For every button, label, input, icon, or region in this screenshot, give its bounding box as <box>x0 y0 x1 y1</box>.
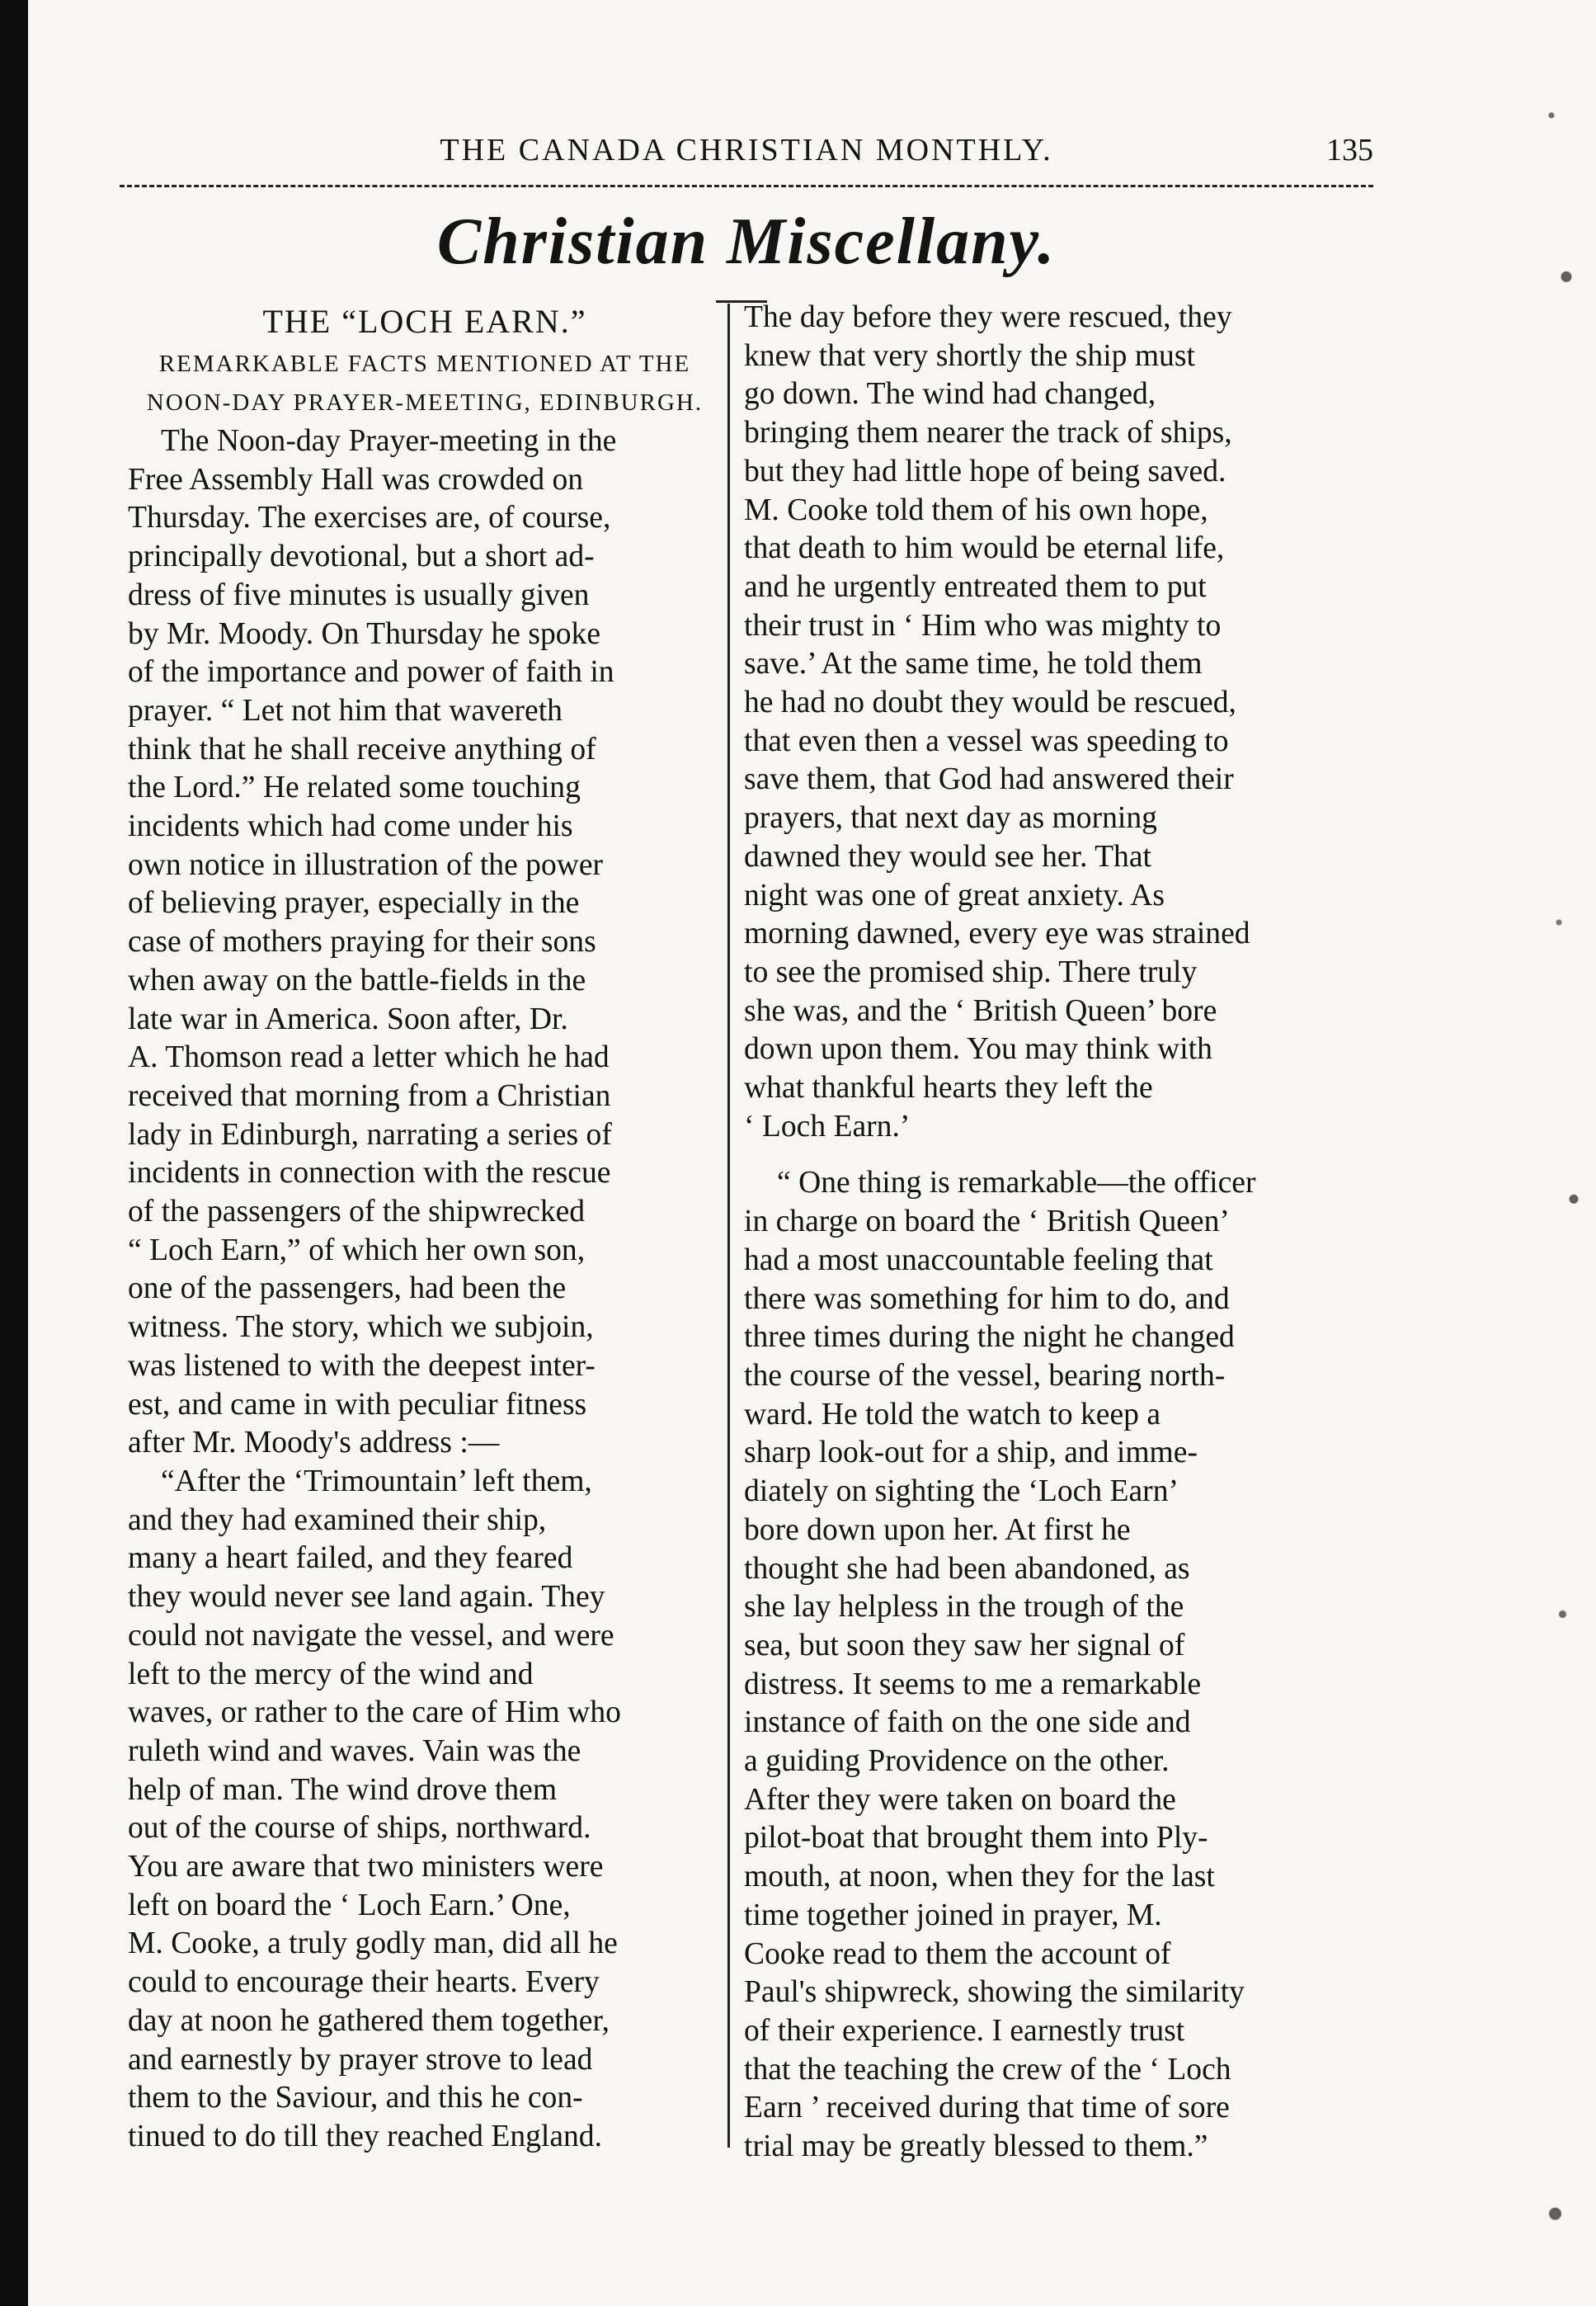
text-line: diately on sighting the ‘Loch Earn’ <box>744 1474 1179 1509</box>
text-line: lady in Edinburgh, narrating a series of <box>128 1117 612 1152</box>
text-line: time together joined in prayer, M. <box>744 1898 1162 1932</box>
text-line: after Mr. Moody's address :— <box>128 1426 500 1460</box>
text-line: and earnestly by prayer strove to lead <box>128 2042 593 2077</box>
text-line: est, and came in with peculiar fitness <box>128 1387 587 1422</box>
text-line: mouth, at noon, when they for the last <box>744 1860 1215 1894</box>
text-line: “ Loch Earn,” of which her own son, <box>128 1233 586 1267</box>
text-line: their trust in ‘ Him who was mighty to <box>744 608 1222 643</box>
text-line: Free Assembly Hall was crowded on <box>128 462 584 497</box>
subheading-line: REMARKABLE FACTS MENTIONED AT THE <box>158 351 691 377</box>
text-line: could to encourage their hearts. Every <box>128 1965 600 2000</box>
text-line: down upon them. You may think with <box>744 1032 1212 1067</box>
text-line: a guiding Providence on the other. <box>744 1744 1170 1779</box>
text-line: but they had little hope of being saved. <box>744 454 1226 488</box>
text-line: sharp look-out for a ship, and imme- <box>744 1436 1198 1470</box>
running-title: THE CANADA CHRISTIAN MONTHLY. <box>440 133 1053 167</box>
text-line: morning dawned, every eye was strained <box>744 917 1250 951</box>
text-line: prayers, that next day as morning <box>744 801 1157 836</box>
right-column-text <box>744 299 1358 2167</box>
text-line: You are aware that two ministers were <box>128 1850 604 1884</box>
header-rule <box>120 185 1373 187</box>
text-line: M. Cooke, a truly godly man, did all he <box>128 1926 618 1961</box>
text-line: The Noon-day Prayer-meeting in the <box>161 424 617 458</box>
text-line: pilot-boat that brought them into Ply- <box>744 1821 1208 1856</box>
text-line: she lay helpless in the trough of the <box>744 1590 1184 1625</box>
text-line: one of the passengers, had been the <box>128 1271 567 1306</box>
text-line: the course of the vessel, bearing north- <box>744 1358 1226 1393</box>
section-title: Christian Miscellany. <box>436 205 1057 278</box>
text-line: help of man. The wind drove them <box>128 1772 558 1807</box>
running-head <box>120 132 1373 173</box>
text-line: she was, and the ‘ British Queen’ bore <box>744 993 1217 1028</box>
text-line: night was one of great anxiety. As <box>744 878 1165 912</box>
text-line: “ One thing is remarkable—the officer <box>777 1166 1256 1200</box>
text-line: tinued to do till they reached England. <box>128 2119 602 2153</box>
text-line: he had no doubt they would be rescued, <box>744 686 1236 720</box>
text-line: in charge on board the ‘ British Queen’ <box>744 1205 1230 1239</box>
text-line: case of mothers praying for their sons <box>128 925 596 960</box>
text-line: and they had examined their ship, <box>128 1502 547 1537</box>
text-line: could not navigate the vessel, and were <box>128 1618 614 1653</box>
text-line: that death to him would be eternal life, <box>744 531 1225 566</box>
text-line: dress of five minutes is usually given <box>128 578 590 612</box>
text-line: go down. The wind had changed, <box>744 377 1156 412</box>
left-column-text <box>128 422 722 2157</box>
page-number: 135 <box>1326 133 1373 167</box>
subheading-line: NOON-DAY PRAYER-MEETING, EDINBURGH. <box>146 389 704 416</box>
text-line: of believing prayer, especially in the <box>128 886 580 921</box>
text-line: of their experience. I earnestly trust <box>744 2013 1185 2048</box>
text-line: of the importance and power of faith in <box>128 655 614 690</box>
text-line: think that he shall receive anything of <box>128 732 596 766</box>
text-line: left on board the ‘ Loch Earn.’ One, <box>128 1888 571 1922</box>
text-line: left to the mercy of the wind and <box>128 1657 534 1691</box>
text-line: witness. The story, which we subjoin, <box>128 1310 594 1345</box>
page-binding-edge <box>0 0 28 2306</box>
text-line: Earn ’ received during that time of sore <box>744 2091 1230 2125</box>
text-line: had a most unaccountable feeling that <box>744 1243 1213 1277</box>
text-line: received that morning from a Christian <box>128 1078 611 1113</box>
text-line: “After the ‘Trimountain’ left them, <box>161 1464 592 1498</box>
text-line: principally devotional, but a short ad- <box>128 540 595 574</box>
text-line: Cooke read to them the account of <box>744 1936 1171 1971</box>
text-line: by Mr. Moody. On Thursday he spoke <box>128 616 601 651</box>
text-line: dawned they would see her. That <box>744 839 1151 874</box>
text-line: that the teaching the crew of the ‘ Loch <box>744 2052 1231 2087</box>
text-line: and he urgently entreated them to put <box>744 569 1207 604</box>
article-title: THE “LOCH EARN.” <box>262 303 587 340</box>
text-line: thought she had been abandoned, as <box>744 1551 1190 1586</box>
text-line: distress. It seems to me a remarkable <box>744 1667 1202 1701</box>
text-line: was listened to with the deepest inter- <box>128 1348 596 1383</box>
text-line: when away on the battle-fields in the <box>128 963 586 997</box>
text-line: knew that very shortly the ship must <box>744 338 1195 373</box>
text-line: ruleth wind and waves. Vain was the <box>128 1733 581 1768</box>
text-line: late war in America. Soon after, Dr. <box>128 1002 568 1036</box>
scan-edge-noise <box>1522 0 1596 2306</box>
text-line: incidents in connection with the rescue <box>128 1156 611 1191</box>
text-line: ‘ Loch Earn.’ <box>744 1109 911 1144</box>
text-line: that even then a vessel was speeding to <box>744 724 1229 758</box>
text-line: The day before they were rescued, they <box>744 300 1232 334</box>
text-line: of the passengers of the shipwrecked <box>128 1195 586 1229</box>
paragraph-gap <box>744 1146 1358 1164</box>
text-line: save.’ At the same time, he told them <box>744 647 1203 681</box>
text-line: Thursday. The exercises are, of course, <box>128 501 611 535</box>
right-column <box>744 299 1358 2167</box>
text-line: M. Cooke told them of his own hope, <box>744 493 1208 527</box>
text-line: sea, but soon they saw her signal of <box>744 1628 1185 1662</box>
text-line: the Lord.” He related some touching <box>128 771 581 805</box>
text-line: there was something for him to do, and <box>744 1281 1230 1316</box>
text-line: A. Thomson read a letter which he had <box>128 1040 610 1075</box>
text-line: incidents which had come under his <box>128 809 573 844</box>
text-line: save them, that God had answered their <box>744 762 1234 797</box>
text-line: to see the promised ship. There truly <box>744 955 1198 989</box>
text-line: instance of faith on the one side and <box>744 1705 1191 1740</box>
text-line: bringing them nearer the track of ships, <box>744 416 1232 450</box>
column-divider <box>727 304 730 2148</box>
text-line: many a heart failed, and they feared <box>128 1541 573 1576</box>
text-line: three times during the night he changed <box>744 1320 1235 1355</box>
text-line: ward. He told the watch to keep a <box>744 1397 1161 1431</box>
text-line: day at noon he gathered them together, <box>128 2003 610 2038</box>
text-line: After they were taken on board the <box>744 1782 1176 1817</box>
text-line: they would never see land again. They <box>128 1580 605 1615</box>
text-line: waves, or rather to the care of Him who <box>128 1695 621 1730</box>
article-subheading <box>128 345 722 422</box>
left-column <box>128 299 722 2157</box>
text-line: own notice in illustration of the power <box>128 847 604 882</box>
text-line: bore down upon her. At first he <box>744 1512 1131 1547</box>
text-line: them to the Saviour, and this he con- <box>128 2081 583 2115</box>
text-line: prayer. “ Let not him that wavereth <box>128 693 563 728</box>
text-line: Paul's shipwreck, showing the similarity <box>744 1975 1245 2010</box>
text-line: out of the course of ships, northward. <box>128 1811 591 1846</box>
text-line: trial may be greatly blessed to them.” <box>744 2129 1208 2164</box>
text-line: what thankful hearts they left the <box>744 1071 1153 1106</box>
